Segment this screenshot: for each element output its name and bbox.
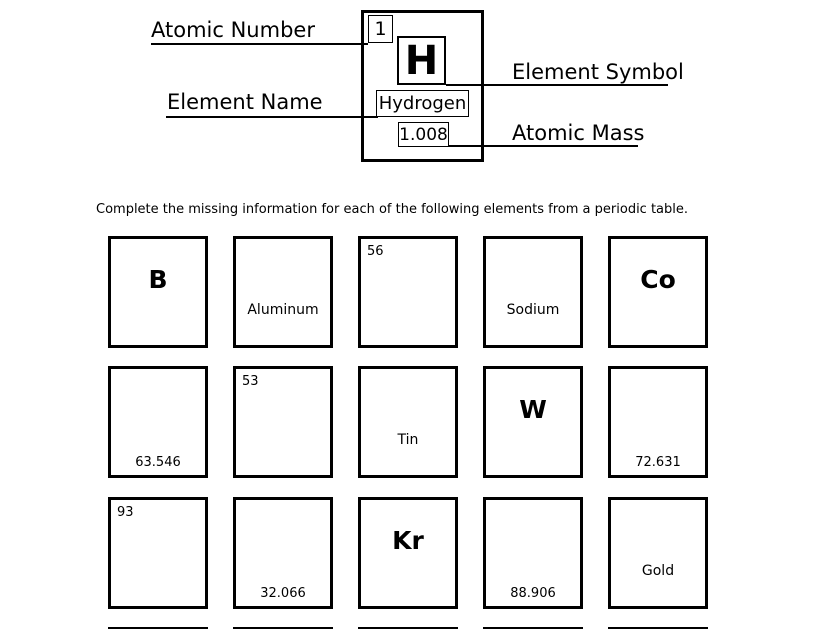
element-card <box>108 366 208 478</box>
element-symbol: Co <box>640 265 676 294</box>
element-symbol: W <box>519 395 547 424</box>
atomic-number: 53 <box>242 374 259 389</box>
atomic-number-label: Atomic Number <box>151 18 315 42</box>
element-card <box>108 497 208 609</box>
atomic-number: 93 <box>117 505 134 520</box>
element-card <box>233 366 333 478</box>
element-card <box>108 236 208 348</box>
atomic-mass: 63.546 <box>135 455 181 470</box>
element-name-label: Element Name <box>167 90 323 114</box>
element-symbol: Kr <box>392 526 424 555</box>
next-row-rule <box>358 627 458 629</box>
element-name: Tin <box>397 432 419 448</box>
element-card <box>233 236 333 348</box>
element-card <box>483 366 583 478</box>
next-row-rule <box>608 627 708 629</box>
atomic-mass-label: Atomic Mass <box>512 121 645 145</box>
next-row-rule <box>483 627 583 629</box>
example-element-name: Hydrogen <box>376 90 469 117</box>
next-row-rule <box>233 627 333 629</box>
element-card <box>483 236 583 348</box>
element-card <box>608 366 708 478</box>
atomic-mass: 88.906 <box>510 586 556 601</box>
element-card <box>483 497 583 609</box>
element-name-leader-line <box>166 116 378 118</box>
instructions-text: Complete the missing information for each of the following elements from a periodic table. <box>96 202 689 217</box>
element-name: Gold <box>641 563 675 579</box>
element-card <box>358 366 458 478</box>
element-symbol: B <box>148 265 168 294</box>
next-row-rule <box>108 627 208 629</box>
example-element-symbol: H <box>397 36 446 85</box>
example-atomic-number: 1 <box>368 15 393 43</box>
atomic-mass: 72.631 <box>635 455 681 470</box>
element-symbol-label: Element Symbol <box>512 60 684 84</box>
atomic-number: 56 <box>367 244 384 259</box>
example-atomic-mass: 1.008 <box>398 122 449 147</box>
element-card <box>358 497 458 609</box>
element-card <box>608 497 708 609</box>
atomic-mass: 32.066 <box>260 586 306 601</box>
element-name: Aluminum <box>247 302 319 318</box>
atomic-number-leader-line <box>151 43 368 45</box>
element-name: Sodium <box>506 302 560 318</box>
element-card <box>358 236 458 348</box>
element-card <box>233 497 333 609</box>
element-card <box>608 236 708 348</box>
